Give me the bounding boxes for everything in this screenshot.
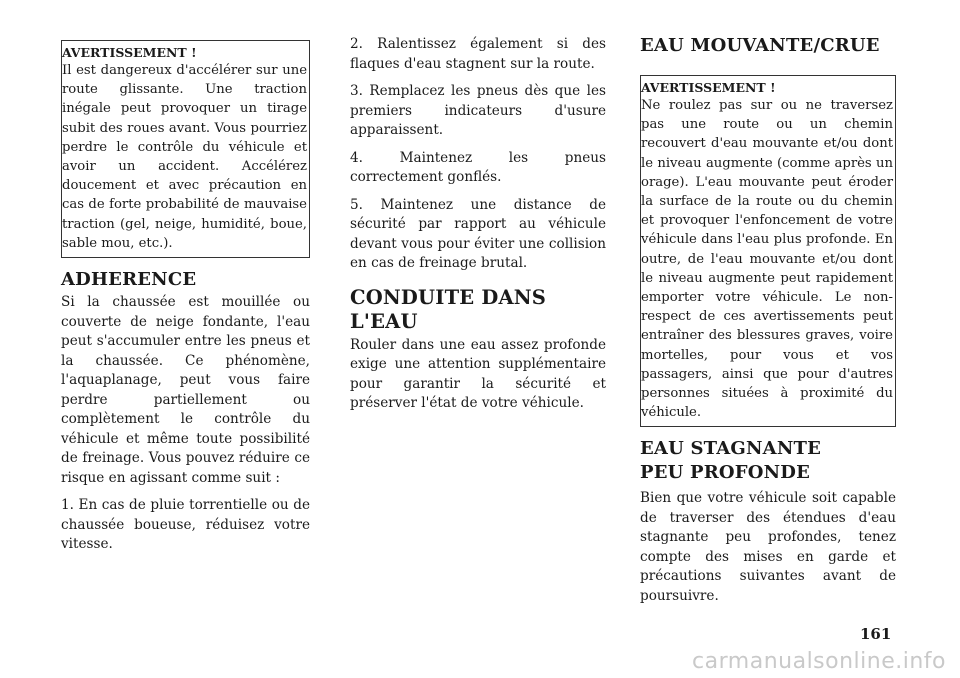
- warning-box-traction: [61, 40, 310, 258]
- paragraph-eau-stagnante: Bien que votre véhicule soit capable de traverser des étendues d'eau stagnante peu profondes, tenez compte des mises en garde et précautions suivantes avant de poursuivre.: [640, 490, 896, 604]
- warning-text: Il est dangereux d'accélérer sur une route glissante. Une traction inégale peut provoquer un tirage subit des roues avant. Vous pourriez perdre le contrôle du véhicule et avoir un accident. Accélérez doucement et avec précaution en cas de forte probabilité de mauvaise traction (gel, neige, humidité, boue, sable mou, etc.).: [62, 63, 307, 251]
- warning-box-crue: [640, 75, 896, 427]
- warning-title: AVERTISSEMENT !: [641, 80, 776, 95]
- paragraph-conduite: Rouler dans une eau assez profonde exige une attention supplémentaire pour garantir la sécurité et préserver l'état de votre véhicule.: [350, 336, 606, 411]
- column-left: [61, 40, 310, 555]
- list-item-5: 5. Maintenez une distance de sécurité par rapport au véhicule devant vous pour éviter une collision en cas de freinage brutal.: [350, 196, 606, 271]
- list-item-1: 1. En cas de pluie torrentielle ou de chaussée boueuse, réduisez votre vitesse.: [61, 497, 310, 553]
- section-heading-eau-stagnante: EAU STAGNANTE PEU PROFONDE: [640, 438, 821, 484]
- list-item-2: 2. Ralentissez également si des flaques d'eau stagnent sur la route.: [350, 36, 606, 72]
- column-right: [640, 34, 896, 606]
- section-heading-conduite: CONDUITE DANS L'EAU: [350, 285, 547, 333]
- warning-title: AVERTISSEMENT !: [62, 45, 197, 60]
- section-heading-adherence: ADHERENCE: [61, 269, 197, 291]
- paragraph-adherence: Si la chaussée est mouillée ou couverte de neige fondante, l'eau peut s'accumuler entre les pneus et la chaussée. Ce phénomène, l'aquaplanage, peut vous faire perdre partiellement ou complètement le contrôle du véhicule et même toute possibilité de freinage. Vous pouvez réduire ce risque en agissant comme suit :: [61, 294, 310, 486]
- column-middle: [350, 35, 606, 414]
- page-number: 161: [860, 625, 892, 643]
- warning-text: Ne roulez pas sur ou ne traversez pas une route ou un chemin recouvert d'eau mouvante et/ou dont le niveau augmente (comme après un orage). L'eau mouvante peut éroder la surface de la route ou du chemin et provoquer l'enfoncement de votre véhicule dans l'eau plus profonde. En outre, de l'eau mouvante et/ou dont le niveau augmente peut rapidement emporter votre véhicule. Le non-respect de ces avertissements peut entraîner des blessures graves, voire mortelles, pour vous et vos passagers, ainsi que pour d'autres personnes situées à proximité du véhicule.: [641, 98, 893, 421]
- section-heading-eau-mouvante: EAU MOUVANTE/CRUE: [640, 35, 880, 56]
- watermark-url: carmanualsonline.info: [692, 649, 946, 674]
- list-item-4: 4. Maintenez les pneus correctement gonflés.: [350, 149, 606, 185]
- list-item-3: 3. Remplacez les pneus dès que les premiers indicateurs d'usure apparaissent.: [350, 83, 606, 138]
